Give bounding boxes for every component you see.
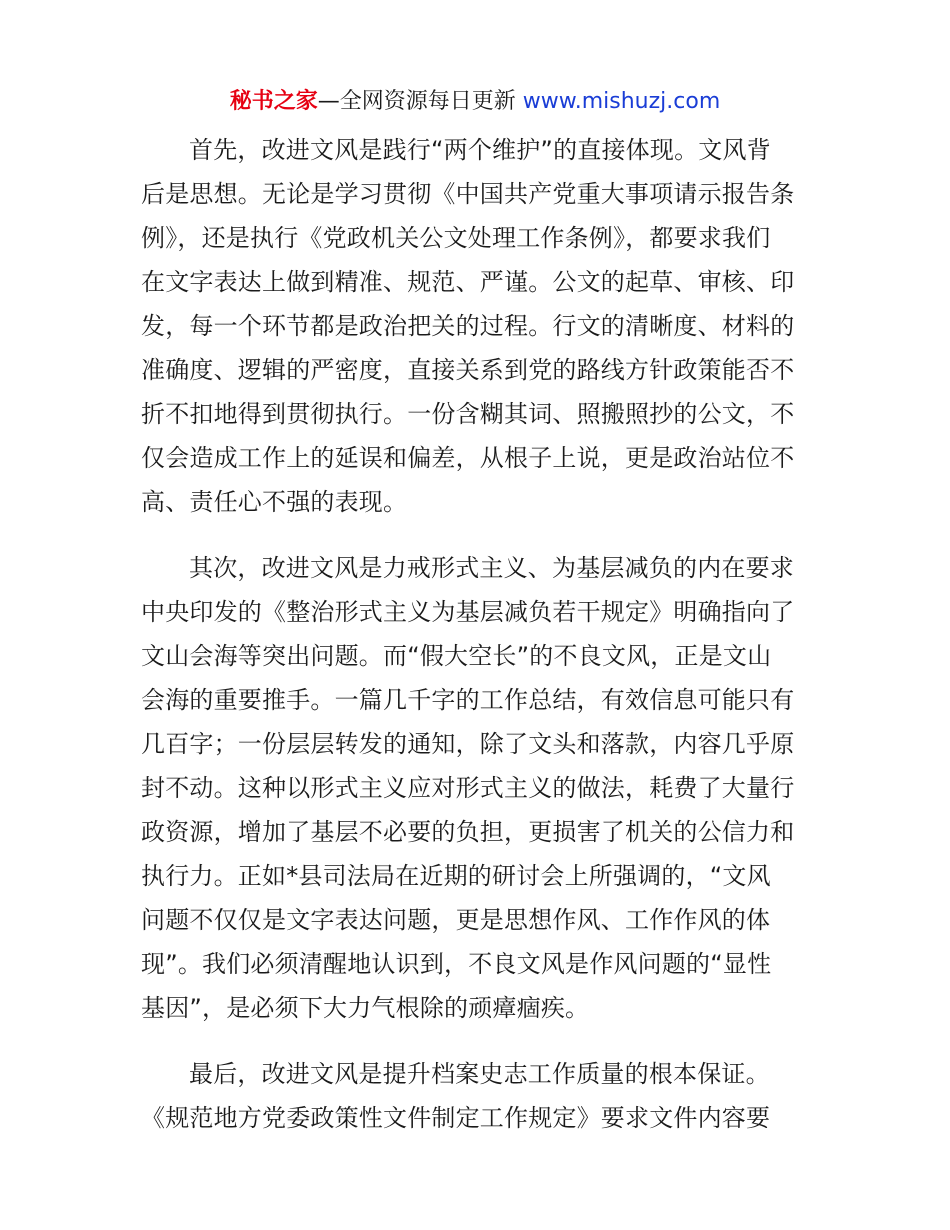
text-line: 发，每一个环节都是政治把关的过程。行文的清晰度、材料的: [141, 312, 795, 340]
text-line: 例》，还是执行《党政机关公文处理工作条例》，都要求我们: [141, 224, 771, 252]
brand-name: 秘书之家: [229, 89, 318, 114]
text-line: 几百字；一份层层转发的通知，除了文头和落款，内容几乎原: [141, 730, 795, 758]
paragraph-1: [141, 128, 811, 524]
paragraph-3: [141, 1052, 811, 1140]
text-line: 会海的重要推手。一篇几千字的工作总结，有效信息可能只有: [141, 686, 795, 714]
text-line: 高、责任心不强的表现。: [141, 488, 408, 516]
text-line: 中央印发的《整治形式主义为基层减负若干规定》明确指向了: [141, 598, 795, 626]
text-line: 折不扣地得到贯彻执行。一份含糊其词、照搬照抄的公文，不: [141, 400, 795, 428]
text-line: 问题不仅仅是文字表达问题，更是思想作风、工作作风的体: [141, 906, 771, 934]
document-body: [141, 128, 811, 1140]
text-line: 《规范地方党委政策性文件制定工作规定》要求文件内容要: [141, 1104, 771, 1132]
paragraph-spacer: [141, 524, 811, 546]
text-line: 执行力。正如*县司法局在近期的研讨会上所强调的，“文风: [141, 862, 771, 890]
text-line: 其次，改进文风是力戒形式主义、为基层减负的内在要求: [189, 554, 794, 582]
text-line: 现”。我们必须清醒地认识到，不良文风是作风问题的“显性: [141, 950, 772, 978]
text-line: 准确度、逻辑的严密度，直接关系到党的路线方针政策能否不: [141, 356, 795, 384]
text-line: 首先，改进文风是践行“两个维护”的直接体现。文风背: [189, 136, 771, 164]
text-line: 在文字表达上做到精准、规范、严谨。公文的起草、审核、印: [141, 268, 795, 296]
header-tagline: —全网资源每日更新: [317, 89, 523, 114]
text-line: 仅会造成工作上的延误和偏差，从根子上说，更是政治站位不: [141, 444, 795, 472]
site-header: [0, 86, 950, 118]
paragraph-spacer: [141, 1030, 811, 1052]
paragraph-2: [141, 546, 811, 1030]
text-line: 基因”，是必须下大力气根除的顽瘴痼疾。: [141, 994, 590, 1022]
text-line: 封不动。这种以形式主义应对形式主义的做法，耗费了大量行: [141, 774, 795, 802]
text-line: 后是思想。无论是学习贯彻《中国共产党重大事项请示报告条: [141, 180, 795, 208]
text-line: 文山会海等突出问题。而“假大空长”的不良文风，正是文山: [141, 642, 772, 670]
site-url-link[interactable]: www.mishuzj.com: [522, 89, 721, 114]
text-line: 政资源，增加了基层不必要的负担，更损害了机关的公信力和: [141, 818, 795, 846]
text-line: 最后，改进文风是提升档案史志工作质量的根本保证。: [189, 1060, 770, 1088]
